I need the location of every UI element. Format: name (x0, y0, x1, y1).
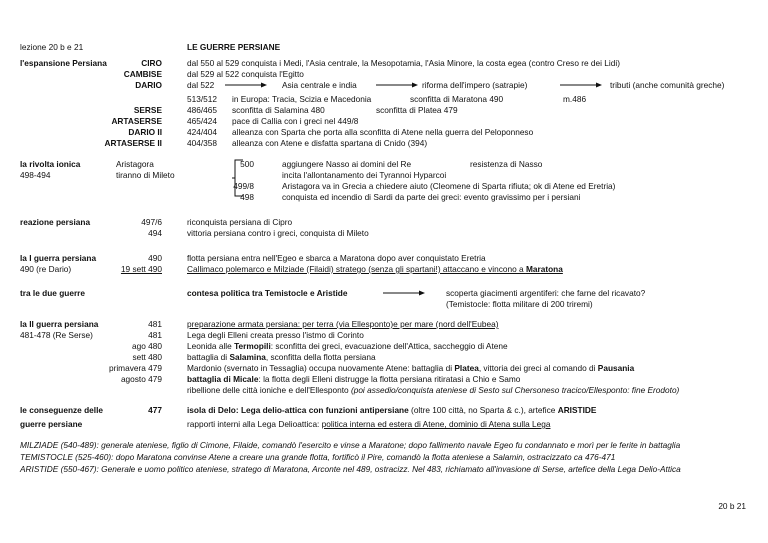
section-label-espansione: l'espansione Persiana (20, 58, 107, 68)
text-line: aggiungere Nasso ai domini del Re (282, 159, 412, 169)
section-label-rivolta: la rivolta ionica (20, 159, 81, 169)
date: 498 (240, 192, 254, 202)
text-span: : sconfitta dei greci, evacuazione dell'Attica, saccheggio di Atene (270, 341, 508, 351)
king-serse: SERSE (133, 105, 162, 115)
section-label-reazione: reazione persiana (20, 217, 91, 227)
note-aristide: ARISTIDE (550-467): Generale e uomo politico ateniese, stratego di Maratona, Arconte nel 489, ostracizz. Nel 483, richiamato all'invasione di Serse, artefice della Lega Delio-Attica (20, 464, 681, 474)
date: primavera 479 (108, 363, 162, 373)
text-line: flotta persiana entra nell'Egeo e sbarca a Maratona dopo aver conquistato Eretria (187, 253, 486, 263)
text-line: Aristagora (116, 159, 154, 169)
section-label-tra-guerre: tra le due guerre (20, 288, 86, 298)
text-line: dal 529 al 522 conquista l'Egitto (187, 69, 304, 79)
text-line (187, 420, 550, 428)
text-span: Callimaco polemarco e Milziade (Filaidi) stratego (senza gli spartani!) attaccano e vincono a (187, 264, 526, 274)
date: 481 (148, 319, 162, 329)
section-label-i-guerra: la I guerra persiana (20, 253, 97, 263)
text-line: vittoria persiana contro i greci, conquista di Mileto (187, 228, 369, 238)
text-span: , sconfitta della flotta persiana (265, 352, 376, 362)
text-line: m.486 (563, 94, 587, 104)
text-line: alleanza con Sparta che porta alla sconfitta di Atene nella guerra del Peloponneso (232, 127, 534, 137)
section-sub: 490 (re Dario) (20, 264, 72, 274)
section-years: 498-494 (20, 170, 51, 180)
text-span: , vittoria dei greci al comando di (478, 363, 598, 373)
text-span: Termopili (234, 341, 271, 351)
section-sub: 481-478 (Re Serse) (20, 330, 93, 340)
date: 497/6 (141, 217, 162, 227)
text-line: in Europa: Tracia, Scizia e Macedonia (232, 94, 372, 104)
date: 486/465 (187, 105, 217, 115)
text-line: preparazione armata persiana: per terra (via Ellesponto)e per mare (nord dell'Eubea) (187, 319, 499, 329)
text-line: (Temistocle: flotta militare di 200 triremi) (446, 299, 593, 309)
text-line: sconfitta di Maratona 490 (410, 94, 504, 104)
text-line: Asia centrale e india (282, 80, 357, 90)
section-label-conseguenze-2: guerre persiane (20, 419, 83, 429)
page-number: 20 b 21 (718, 501, 746, 511)
text-line (187, 342, 508, 350)
text-span: battaglia di (187, 352, 230, 362)
text-line (187, 265, 563, 273)
king-ciro: CIRO (141, 58, 162, 68)
text-line: scoperta giacimenti argentiferi: che farne del ricavato? (446, 288, 646, 298)
king-cambise: CAMBISE (123, 69, 162, 79)
text-line (187, 386, 679, 394)
text-span: : la flotta degli Elleni distrugge la flotta persiana ritiratasi a Chio e Samo (258, 374, 521, 384)
date: 481 (148, 330, 162, 340)
text-span: ribellione delle città ioniche e dell'Ellesponto (187, 385, 351, 395)
king-artaserse: ARTASERSE (111, 116, 162, 126)
text-line: sconfitta di Platea 479 (376, 105, 458, 115)
arrow-right-icon (383, 289, 425, 297)
arrow-right-icon (225, 81, 267, 89)
text-span: Pausania (597, 363, 635, 373)
text-span: Maratona (525, 264, 563, 274)
date: 465/424 (187, 116, 217, 126)
text-span: (oltre 100 città, no Sparta & c.), artefice (408, 405, 558, 415)
text-span: Salamina (229, 352, 266, 362)
date: ago 480 (132, 341, 162, 351)
date: 513/512 (187, 94, 217, 104)
text-line (187, 375, 520, 383)
text-line: dal 550 al 529 conquista i Medi, l'Asia centrale, la Mesopotamia, l'Asia Minore, la costa egea (contro Creso re dei Lidi) (187, 58, 620, 68)
page-title: LE GUERRE PERSIANE (187, 42, 281, 52)
date: 494 (148, 228, 162, 238)
king-dario: DARIO (135, 80, 162, 90)
section-label-ii-guerra: la II guerra persiana (20, 319, 99, 329)
text-span: ARISTIDE (557, 405, 597, 415)
text-span: Leonida alle (187, 341, 235, 351)
text-line: dal 522 (187, 80, 215, 90)
date: 19 sett 490 (120, 264, 162, 274)
text-line (187, 364, 634, 372)
date: 424/404 (187, 127, 217, 137)
text-line: incita l'allontanamento dei Tyrannoi Hyparcoi (282, 170, 447, 180)
text-span: Platea (454, 363, 479, 373)
lesson-label: lezione 20 b e 21 (20, 42, 84, 52)
king-artaserse-ii: ARTASERSE II (104, 138, 162, 148)
text-line: riconquista persiana di Cipro (187, 217, 293, 227)
text-line: contesa politica tra Temistocle e Aristide (187, 288, 348, 298)
text-span: isola di Delo: Lega delio-attica con funzioni antipersiane (187, 405, 409, 415)
text-line: alleanza con Atene e disfatta spartana di Cnido (394) (232, 138, 428, 148)
king-dario-ii: DARIO II (128, 127, 162, 137)
text-line: resistenza di Nasso (470, 159, 543, 169)
date: sett 480 (132, 352, 162, 362)
text-line: tiranno di Mileto (116, 170, 175, 180)
text-span: Mardonio (svernato in Tessaglia) occupa nuovamente Atene: battaglia di (187, 363, 455, 373)
text-line: Aristagora va in Grecia a chiedere aiuto (Cleomene di Sparta rifiuta; ok di Atene ed Eretria) (282, 181, 616, 191)
text-line: Lega degli Elleni creata presso l'istmo di Corinto (187, 330, 364, 340)
note-temistocle: TEMISTOCLE (525-460): dopo Maratona convinse Atene a creare una grande flotta, fortificò il Pire, comandò la flotta ateniese a Salamin, ostracizzato ca 476-471 (20, 452, 616, 462)
date: 500 (240, 159, 254, 169)
text-span: battaglia di Micale (187, 374, 259, 384)
note-milziade: MILZIADE (540-489): generale ateniese, figlio di Cimone, Filaide, comandò l'esercito e vinse a Maratone; dopo fallimento navale Egeo fu condannato e morì per le ferite in battaglia (20, 440, 681, 450)
date: 404/358 (187, 138, 217, 148)
arrow-right-icon (560, 81, 602, 89)
text-line: tributi (anche comunità greche) (610, 80, 725, 90)
text-span: rapporti interni alla Lega Delioattica: (187, 419, 322, 429)
section-label-conseguenze: le conseguenze delle (20, 405, 103, 415)
date: 490 (148, 253, 162, 263)
text-line (187, 406, 596, 414)
date: 477 (148, 405, 162, 415)
date: 499/8 (233, 181, 254, 191)
arrow-right-icon (376, 81, 418, 89)
text-span: politica interna ed estera di Atene, dominio di Atena sulla Lega (321, 419, 551, 429)
text-line: riforma dell'impero (satrapie) (422, 80, 528, 90)
text-line: pace di Callia con i greci nel 449/8 (232, 116, 359, 126)
date: agosto 479 (120, 374, 162, 384)
text-line: sconfitta di Salamina 480 (232, 105, 325, 115)
text-line (187, 353, 376, 361)
text-span: (poi assedio/conquista ateniese di Sesto sul Chersoneso tracico/Ellesponto: fine Erodoto) (350, 385, 680, 395)
text-line: conquista ed incendio di Sardi da parte dei greci: evento gravissimo per i persiani (282, 192, 581, 202)
